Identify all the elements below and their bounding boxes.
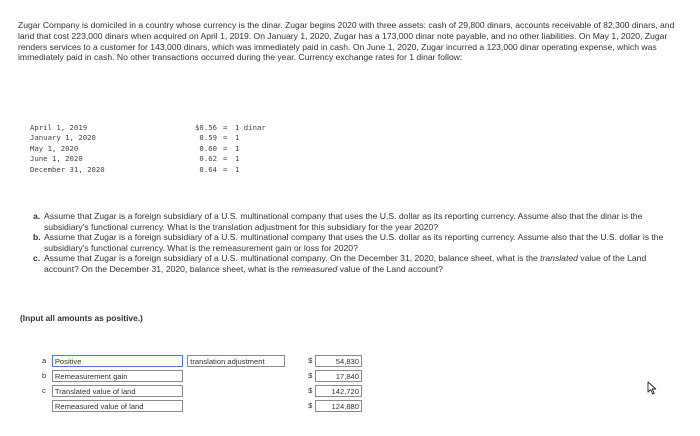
rate-date: April 1, 2019 (30, 123, 88, 132)
amount-input[interactable]: 124,880 (315, 400, 362, 412)
currency-symbol: $ (308, 371, 313, 380)
rate-date: May 1, 2020 (30, 143, 79, 153)
amount-input[interactable]: 142,720 (315, 385, 362, 397)
answer-letter: a (42, 356, 47, 365)
answer-letter: c (42, 386, 46, 395)
problem-intro: Zugar Company is domiciled in a country whose currency is the dinar. Zugar begins 2020 with three assets: cash of 29,800 dinars, accounts receivable of 82,300 dinars, and land that cost 223,000 dinars when acquired on April 1, 2019. On January 1, 2020, Zugar has a 173,000 dinar note payable, and no other liabilities. On May 1, 2020, Zugar renders services to a customer for 143,000 dinars, which was immediately paid in cash. On June 1, 2020, Zugar incurred a 123,000 dinar operating expense, which was immediately paid in cash. No other transactions occurred during the year. Currency exchange rates for 1 dinar follow: (18, 20, 675, 63)
question-text-part: value of the Land account? (337, 263, 443, 274)
rate-date: December 31, 2020 (30, 164, 105, 174)
question-letter: b. (33, 232, 41, 243)
answer-row (42, 353, 362, 368)
question-c (33, 253, 683, 274)
rate-equals: = (223, 123, 228, 132)
answer-label-dropdown[interactable]: Positive (52, 355, 183, 367)
answer-type-dropdown[interactable]: translation adjustment (187, 355, 285, 367)
rate-unit: 1 (235, 143, 240, 153)
question-text: Assume that Zugar is a foreign subsidiary of a U.S. multinational company that uses the U.S. dollar as its reporting currency. Assume also that the U.S. dollar is the subsidiary's functional currency. What is the remeasurement gain or loss for 2020? (44, 232, 664, 253)
question-list (33, 211, 683, 275)
currency-symbol: $ (308, 356, 313, 365)
rate-equals: = (223, 143, 228, 153)
answer-label-dropdown[interactable]: Translated value of land (52, 385, 183, 397)
answer-letter: b (42, 371, 47, 380)
rate-unit: 1 (235, 154, 240, 164)
question-emphasis: translated (540, 253, 578, 264)
answer-letter (42, 398, 52, 413)
rate-unit: 1 (235, 164, 240, 174)
answer-label-dropdown[interactable]: Remeasurement gain (52, 370, 183, 382)
rate-equals: = (223, 154, 228, 164)
rate-unit: 1 dinar (235, 123, 266, 132)
currency-symbol: $ (308, 401, 313, 410)
question-a (33, 211, 683, 232)
answer-row (42, 398, 362, 413)
rate-value: 0.59 (199, 133, 217, 143)
currency-symbol: $ (308, 386, 313, 395)
rate-value: $0.56 (195, 123, 217, 132)
rate-equals: = (223, 133, 228, 143)
mouse-pointer-icon (647, 381, 659, 395)
amount-input[interactable]: 17,840 (315, 370, 362, 382)
rate-unit: 1 (235, 133, 240, 143)
rate-equals: = (223, 164, 228, 174)
rate-value: 0.62 (199, 154, 217, 164)
answer-row (42, 368, 362, 383)
input-note: (Input all amounts as positive.) (20, 313, 143, 323)
question-emphasis: remeasured (291, 263, 338, 274)
question-b (33, 232, 683, 253)
question-letter: c. (33, 253, 41, 264)
rate-value: 0.60 (199, 143, 217, 153)
rate-date: June 1, 2020 (30, 154, 83, 164)
question-text-part: Assume that Zugar is a foreign subsidiary of a U.S. multinational company. On the December 31, 2020, balance sheet, what is the (44, 253, 541, 264)
question-text-part: value of the Land account? On the December 31, 2020, balance sheet, what is the (44, 253, 647, 274)
amount-input[interactable]: 54,830 (315, 355, 362, 367)
answer-row (42, 383, 362, 398)
answer-label-dropdown[interactable]: Remeasured value of land (52, 400, 183, 412)
question-letter: a. (33, 211, 41, 221)
answer-table (42, 353, 362, 413)
rate-date: January 1, 2020 (30, 133, 96, 143)
rate-value: 0.64 (199, 164, 217, 174)
question-text: Assume that Zugar is a foreign subsidiary of a U.S. multinational company that uses the U.S. dollar as its reporting currency. Assume also that the dinar is the subsidiary's functional currency. What is the translation adjustment for this subsidiary for the year 2020? (44, 211, 643, 232)
